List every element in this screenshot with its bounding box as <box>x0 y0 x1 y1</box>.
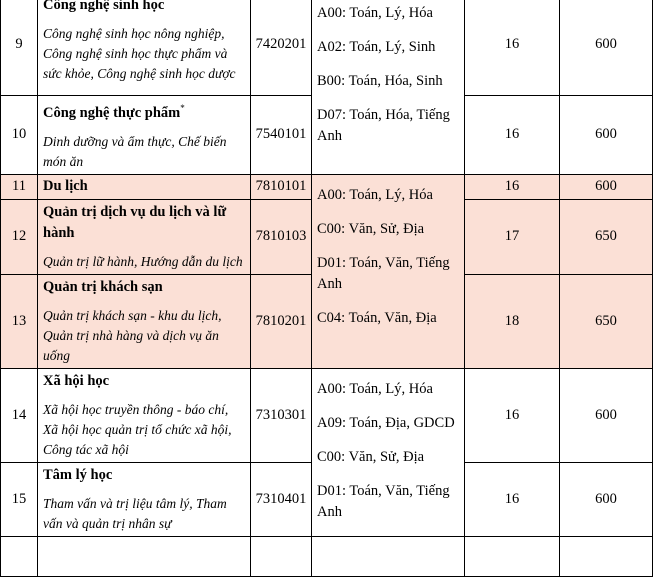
table-row <box>1 368 653 462</box>
table-row <box>1 536 653 576</box>
program-code <box>251 536 312 576</box>
row-number: 13 <box>1 274 38 368</box>
min-score: 650 <box>560 199 653 274</box>
subject-combinations <box>312 0 465 174</box>
program-specializations: Xã hội học truyền thông - báo chí, Xã hội học quản trị tổ chức xã hội, Công tác xã hội <box>43 401 232 457</box>
program-cell <box>38 174 251 199</box>
program-code: 7810101 <box>251 174 312 199</box>
program-cell <box>38 536 251 576</box>
min-score: 600 <box>560 96 653 175</box>
program-specializations: Quản trị khách sạn - khu du lịch, Quản trị nhà hàng và dịch vụ ăn uống <box>43 307 222 363</box>
program-name: Xã hội học <box>43 372 110 389</box>
min-score: 600 <box>560 0 653 96</box>
combination-item: D01: Toán, Văn, Tiếng Anh <box>317 482 450 520</box>
program-name: Công nghệ thực phẩm* <box>43 103 185 121</box>
combination-item: C04: Toán, Văn, Địa <box>317 309 437 326</box>
combination-item: A00: Toán, Lý, Hóa <box>317 186 433 203</box>
program-cell <box>38 0 251 96</box>
min-score: 600 <box>560 174 653 199</box>
min-score: 600 <box>560 368 653 462</box>
combination-item: D07: Toán, Hóa, Tiếng Anh <box>317 107 450 144</box>
program-name: Du lịch <box>43 177 88 194</box>
program-specializations: Công nghệ sinh học nông nghiệp, Công nghệ sinh học thực phẩm và sức khỏe, Công nghệ sinh học dược <box>43 26 236 81</box>
combination-item: D01: Toán, Văn, Tiếng Anh <box>317 254 450 292</box>
program-name: Tâm lý học <box>43 466 113 483</box>
program-name-mark: * <box>180 103 185 113</box>
min-score: 600 <box>560 462 653 536</box>
quota: 16 <box>465 174 560 199</box>
combination-item: A00: Toán, Lý, Hóa <box>317 5 433 21</box>
program-code: 7810103 <box>251 199 312 274</box>
combination-item: C00: Văn, Sử, Địa <box>317 448 425 465</box>
quota: 17 <box>465 199 560 274</box>
program-cell <box>38 96 251 175</box>
min-score: 650 <box>560 274 653 368</box>
min-score <box>560 536 653 576</box>
program-name: Công nghệ sinh học <box>43 0 165 13</box>
program-cell <box>38 274 251 368</box>
program-code: 7310301 <box>251 368 312 462</box>
program-code: 7540101 <box>251 96 312 175</box>
row-number: 15 <box>1 462 38 536</box>
program-code: 7810201 <box>251 274 312 368</box>
program-cell <box>38 368 251 462</box>
combination-item: B00: Toán, Hóa, Sinh <box>317 73 443 89</box>
program-code: 7310401 <box>251 462 312 536</box>
program-name: Quản trị dịch vụ du lịch và lữ hành <box>43 203 227 241</box>
table-row <box>1 174 653 199</box>
row-number: 11 <box>1 174 38 199</box>
program-specializations: Quản trị lữ hành, Hướng dẫn du lịch <box>43 253 243 269</box>
row-number: 9 <box>1 0 38 96</box>
row-number: 12 <box>1 199 38 274</box>
subject-combinations <box>312 368 465 536</box>
program-specializations: Dinh dưỡng và ẩm thực, Chế biến món ăn <box>43 133 227 169</box>
program-cell <box>38 462 251 536</box>
program-specializations: Tham vấn và trị liệu tâm lý, Tham vấn và quản trị nhân sự <box>43 495 227 531</box>
combination-item: C00: Văn, Sử, Địa <box>317 220 425 237</box>
subject-combinations <box>312 536 465 576</box>
quota: 16 <box>465 0 560 96</box>
quota: 18 <box>465 274 560 368</box>
program-cell <box>38 199 251 274</box>
program-code: 7420201 <box>251 0 312 96</box>
quota: 16 <box>465 96 560 175</box>
subject-combinations <box>312 174 465 368</box>
combination-item: A00: Toán, Lý, Hóa <box>317 380 433 397</box>
quota: 16 <box>465 368 560 462</box>
row-number: 10 <box>1 96 38 175</box>
combination-item: A09: Toán, Địa, GDCD <box>317 414 455 431</box>
quota <box>465 536 560 576</box>
combination-item: A02: Toán, Lý, Sinh <box>317 39 436 55</box>
quota: 16 <box>465 462 560 536</box>
program-name: Quản trị khách sạn <box>43 278 163 295</box>
table-row <box>1 0 653 96</box>
row-number: 14 <box>1 368 38 462</box>
row-number <box>1 536 38 576</box>
